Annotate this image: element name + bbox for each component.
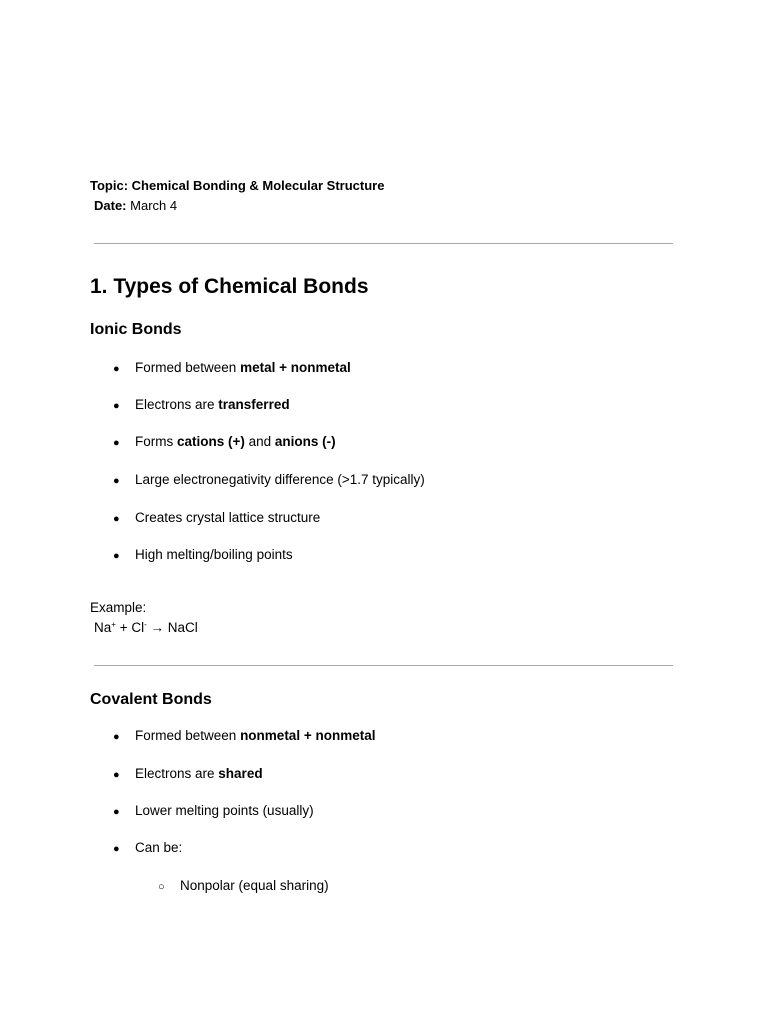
bullet-dot-icon: ●	[113, 731, 120, 743]
section-title: 1. Types of Chemical Bonds	[90, 275, 369, 298]
ionic-bullet-5: ● Creates crystal lattice structure	[113, 510, 321, 525]
bullet-dot-icon: ●	[113, 400, 120, 412]
ionic-bullet-3: ● Forms cations (+) and anions (-)	[113, 434, 336, 449]
covalent-bullet-2: ● Electrons are shared	[113, 766, 263, 781]
topic-line: Topic: Chemical Bonding & Molecular Structure	[90, 178, 385, 193]
bullet-dot-icon: ●	[113, 437, 120, 449]
covalent-sub-bullet-1: ○ Nonpolar (equal sharing)	[158, 878, 329, 893]
ionic-bullet-2: ● Electrons are transferred	[113, 397, 290, 412]
covalent-heading: Covalent Bonds	[90, 691, 212, 708]
bullet-circle-icon: ○	[158, 881, 165, 893]
date-label: Date:	[94, 198, 127, 213]
divider	[94, 665, 673, 666]
bullet-dot-icon: ●	[113, 513, 120, 525]
bullet-dot-icon: ●	[113, 769, 120, 781]
date-value: March 4	[130, 198, 178, 213]
ionic-heading: Ionic Bonds	[90, 321, 182, 338]
date-line	[94, 198, 177, 214]
example-label: Example:	[90, 600, 147, 615]
bullet-dot-icon: ●	[113, 475, 120, 487]
ionic-bullet-4: ● Large electronegativity difference (>1.7 typically)	[113, 472, 425, 487]
bullet-dot-icon: ●	[113, 806, 120, 818]
covalent-bullet-1: ● Formed between nonmetal + nonmetal	[113, 728, 376, 743]
divider	[94, 243, 673, 244]
bullet-dot-icon: ●	[113, 363, 120, 375]
example-equation: Na+ + Cl- → NaCl	[94, 620, 198, 635]
bullet-dot-icon: ●	[113, 550, 120, 562]
ionic-bullet-6: ● High melting/boiling points	[113, 547, 293, 562]
ionic-bullet-1: ● Formed between metal + nonmetal	[113, 360, 351, 375]
bullet-dot-icon: ●	[113, 843, 120, 855]
covalent-bullet-3: ● Lower melting points (usually)	[113, 803, 314, 818]
covalent-bullet-4: ● Can be:	[113, 840, 183, 855]
